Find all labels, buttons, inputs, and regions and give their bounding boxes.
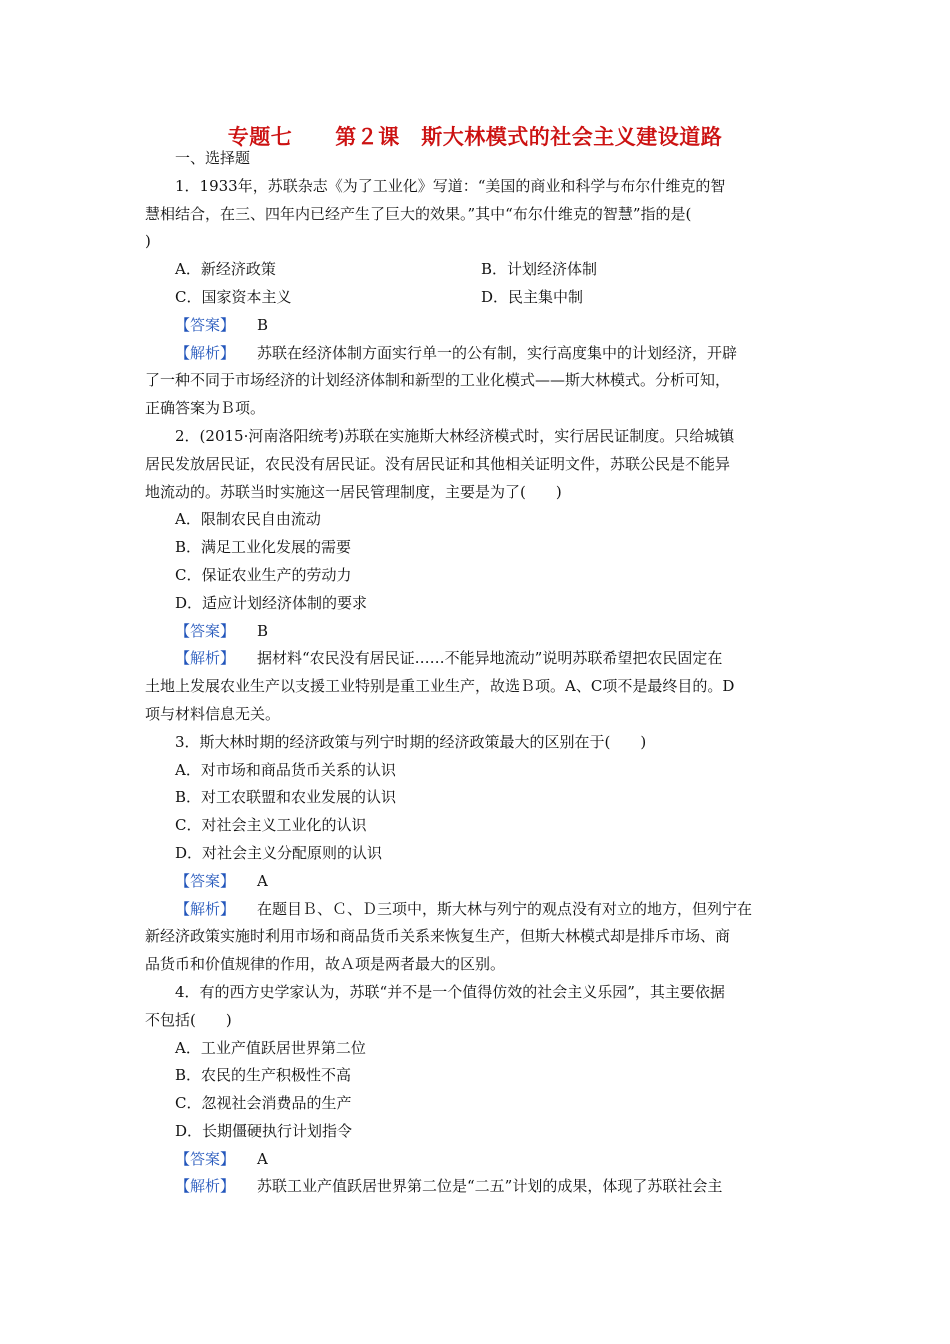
question-3 <box>145 729 805 979</box>
option-b: B．满足工业化发展的需要 <box>175 538 352 557</box>
analysis-label: 【解析】 <box>175 1177 236 1196</box>
analysis-text: 土地上发展农业生产以支援工业特别是重工业生产，故选Ｂ项。A、C项不是最终目的。D <box>145 677 735 696</box>
section-heading: 一、选择题 <box>175 149 251 167</box>
option-d: D．民主集中制 <box>481 287 584 306</box>
analysis-text: 在题目Ｂ、Ｃ、Ｄ三项中，斯大林与列宁的观点没有对立的地方，但列宁在 <box>257 899 753 918</box>
question-stem-line: 1．1933年，苏联杂志《为了工业化》写道：“美国的商业和科学与布尔什维克的智 <box>175 176 726 195</box>
option-d: D．对社会主义分配原则的认识 <box>175 843 383 862</box>
question-4 <box>145 979 805 1201</box>
answer-label: 【答案】 <box>175 871 236 890</box>
analysis-text: 据材料“农民没有居民证……不能异地流动”说明苏联希望把农民固定在 <box>257 649 723 668</box>
analysis-text: 正确答案为Ｂ项。 <box>145 399 266 418</box>
analysis-line <box>145 896 805 924</box>
answer-value: B <box>257 621 269 640</box>
answer-label: 【答案】 <box>175 1149 236 1168</box>
question-stem-line: 慧相结合，在三、四年内已经产生了巨大的效果。”其中“布尔什维克的智慧”指的是( <box>145 204 692 223</box>
option-a: A．对市场和商品货币关系的认识 <box>175 760 396 779</box>
question-2 <box>145 423 805 729</box>
document-body <box>145 145 805 1201</box>
question-stem-line: 居民发放居民证，农民没有居民证。没有居民证和其他相关证明文件，苏联公民是不能异 <box>145 454 731 473</box>
option-b: B．对工农联盟和农业发展的认识 <box>175 788 397 807</box>
question-stem-line: 地流动的。苏联当时实施这一居民管理制度，主要是为了( ) <box>145 482 562 501</box>
option-a: A．工业产值跃居世界第二位 <box>175 1038 366 1057</box>
question-stem-line: 3．斯大林时期的经济政策与列宁时期的经济政策最大的区别在于( ) <box>175 732 647 751</box>
answer-label: 【答案】 <box>175 621 236 640</box>
question-stem-line: 2．(2015·河南洛阳统考)苏联在实施斯大林经济模式时，实行居民证制度。只给城镇 <box>175 426 735 445</box>
analysis-line <box>145 1173 805 1201</box>
option-row <box>145 256 805 284</box>
option-a: A．新经济政策 <box>175 260 276 279</box>
option-a: A．限制农民自由流动 <box>175 510 321 529</box>
option-c: C．对社会主义工业化的认识 <box>175 816 367 835</box>
option-c: C．忽视社会消费品的生产 <box>175 1094 352 1113</box>
analysis-line <box>145 645 805 673</box>
option-b: B．农民的生产积极性不高 <box>175 1066 352 1085</box>
option-d: D．适应计划经济体制的要求 <box>175 593 368 612</box>
question-stem-line: 不包括( ) <box>145 1010 232 1029</box>
analysis-label: 【解析】 <box>175 899 236 918</box>
analysis-line <box>145 340 805 368</box>
analysis-text: 了一种不同于市场经济的计划经济体制和新型的工业化模式——斯大林模式。分析可知， <box>145 371 731 390</box>
question-1 <box>145 173 805 423</box>
answer-line <box>145 1146 805 1174</box>
question-stem-line: 4．有的西方史学家认为，苏联“并不是一个值得仿效的社会主义乐园”，其主要依据 <box>175 982 725 1001</box>
answer-line <box>145 868 805 896</box>
analysis-text: 新经济政策实施时利用市场和商品货币关系来恢复生产，但斯大林模式却是排斥市场、商 <box>145 927 731 946</box>
analysis-text: 苏联工业产值跃居世界第二位是“二五”计划的成果，体现了苏联社会主 <box>257 1177 723 1196</box>
option-c: C．国家资本主义 <box>175 287 292 306</box>
option-c: C．保证农业生产的劳动力 <box>175 565 352 584</box>
answer-line <box>145 618 805 646</box>
option-d: D．长期僵硬执行计划指令 <box>175 1121 353 1140</box>
answer-value: B <box>257 315 269 334</box>
analysis-label: 【解析】 <box>175 343 236 362</box>
answer-line <box>145 312 805 340</box>
analysis-text: 品货币和价值规律的作用，故Ａ项是两者最大的区别。 <box>145 955 506 974</box>
answer-value: A <box>257 871 268 890</box>
analysis-text: 项与材料信息无关。 <box>145 704 281 723</box>
analysis-text: 苏联在经济体制方面实行单一的公有制，实行高度集中的计划经济，开辟 <box>257 343 738 362</box>
option-row <box>145 284 805 312</box>
answer-label: 【答案】 <box>175 315 236 334</box>
analysis-label: 【解析】 <box>175 649 236 668</box>
question-stem-line: ) <box>145 232 151 251</box>
page-title: 专题七 第２课 斯大林模式的社会主义建设道路 <box>227 125 723 149</box>
option-b: B．计划经济体制 <box>481 260 598 279</box>
answer-value: A <box>257 1149 268 1168</box>
